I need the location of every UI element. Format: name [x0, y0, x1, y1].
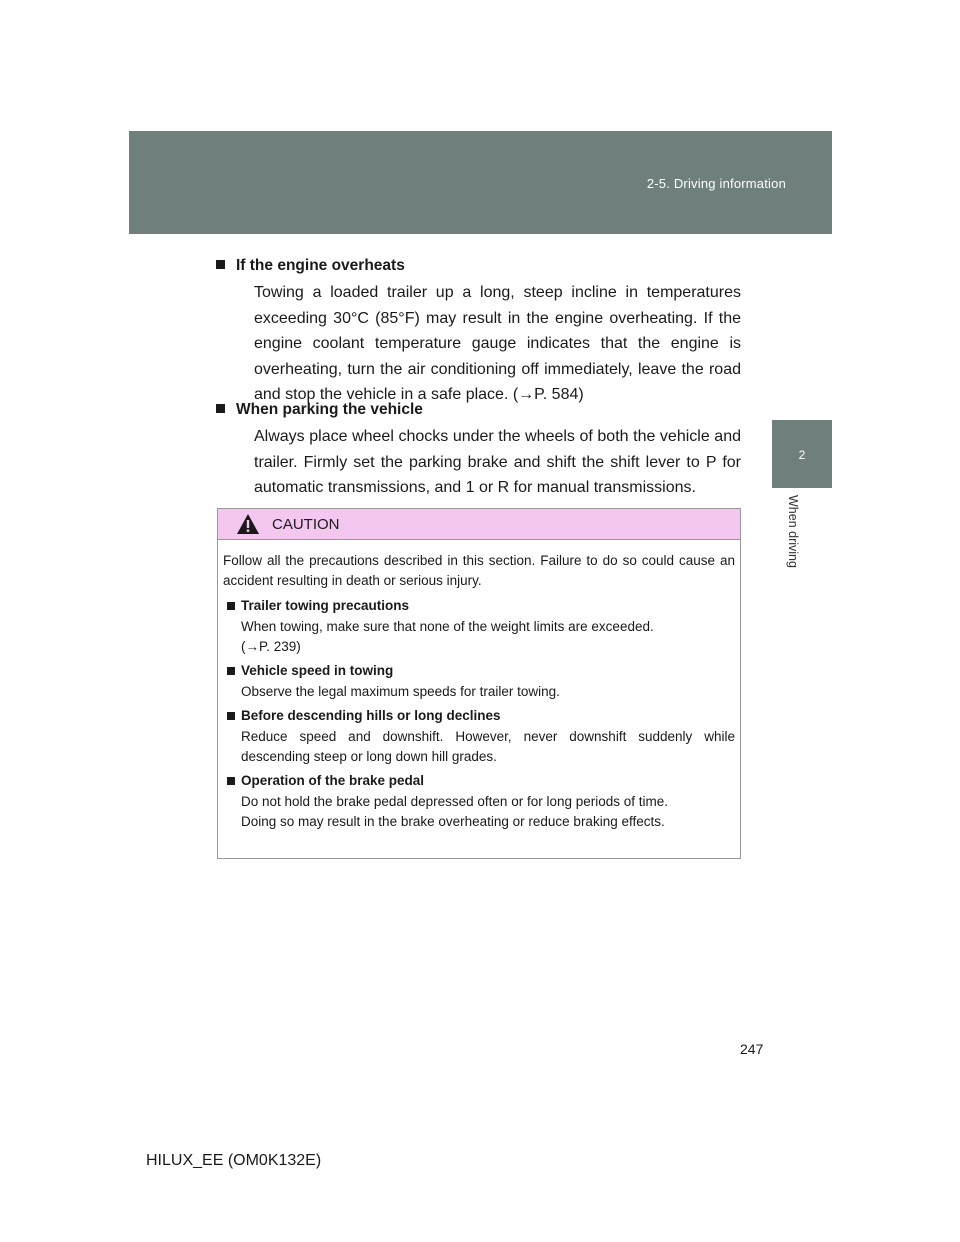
section-engine-overheats [236, 257, 741, 408]
chapter-label: When driving [786, 495, 800, 568]
caution-item-body [223, 617, 735, 657]
warning-triangle-icon [236, 513, 260, 535]
header-band [129, 131, 832, 234]
caution-title: CAUTION [272, 515, 340, 533]
caution-item-body [223, 682, 735, 702]
caution-item-title-text: Vehicle speed in towing [241, 663, 394, 678]
caution-header [218, 509, 740, 540]
caution-item [223, 771, 735, 832]
caution-item-body [223, 727, 735, 767]
page-number: 247 [740, 1041, 764, 1057]
square-bullet-icon [227, 777, 235, 785]
caution-item-body-line: Do not hold the brake pedal depressed often or for long periods of time. [241, 794, 669, 809]
section-parking-vehicle [236, 401, 741, 501]
section-body: Always place wheel chocks under the wheels of both the vehicle and trailer. Firmly set the parking brake and shift the shift lever to P for automatic transmissions, and 1 or R for manual transmissions. [254, 428, 741, 496]
caution-item-title [223, 661, 735, 681]
caution-item-title [223, 771, 735, 791]
chapter-tab [772, 420, 832, 488]
caution-body [218, 540, 740, 832]
section-body: Towing a loaded trailer up a long, steep incline in temperatures exceeding 30°C (85°F) may result in the engine overheating. If the engine coolant temperature gauge indicates that the engine is overheating, turn the air conditioning off immediately, leave the road and stop the vehicle in a safe place. (→P. 584) [254, 284, 741, 403]
caution-intro: Follow all the precautions described in this section. Failure to do so could cause an accident resulting in death or serious injury. [223, 553, 735, 588]
caution-box [217, 508, 741, 859]
caution-item-body-line: Doing so may result in the brake overheating or reduce braking effects. [241, 814, 665, 829]
caution-item-title-text: Trailer towing precautions [241, 598, 410, 613]
square-bullet-icon [227, 712, 235, 720]
caution-item-body [223, 792, 735, 832]
caution-item-title-text: Before descending hills or long declines [241, 708, 501, 723]
square-bullet-icon [227, 667, 235, 675]
section-title-text: When parking the vehicle [236, 401, 423, 418]
caution-item-title [223, 596, 735, 616]
caution-item [223, 706, 735, 767]
square-bullet-icon [216, 260, 225, 269]
caution-item-body-line: When towing, make sure that none of the weight limits are exceeded. [241, 619, 654, 634]
caution-item-body-line: (→P. 239) [241, 639, 301, 654]
caution-item [223, 596, 735, 657]
square-bullet-icon [227, 602, 235, 610]
chapter-number: 2 [798, 448, 806, 462]
square-bullet-icon [216, 404, 225, 413]
section-breadcrumb: 2-5. Driving information [646, 176, 786, 191]
section-title [212, 257, 717, 275]
document-code: HILUX_EE (OM0K132E) [146, 1152, 322, 1169]
caution-item-body-line: Observe the legal maximum speeds for trailer towing. [241, 684, 560, 699]
section-title [212, 401, 717, 419]
caution-item-title-text: Operation of the brake pedal [241, 773, 425, 788]
caution-item-body-line: Reduce speed and downshift. However, never downshift suddenly while descending steep or long down hill grades. [241, 729, 735, 764]
caution-item-title [223, 706, 735, 726]
caution-item [223, 661, 735, 702]
section-title-text: If the engine overheats [236, 257, 405, 274]
